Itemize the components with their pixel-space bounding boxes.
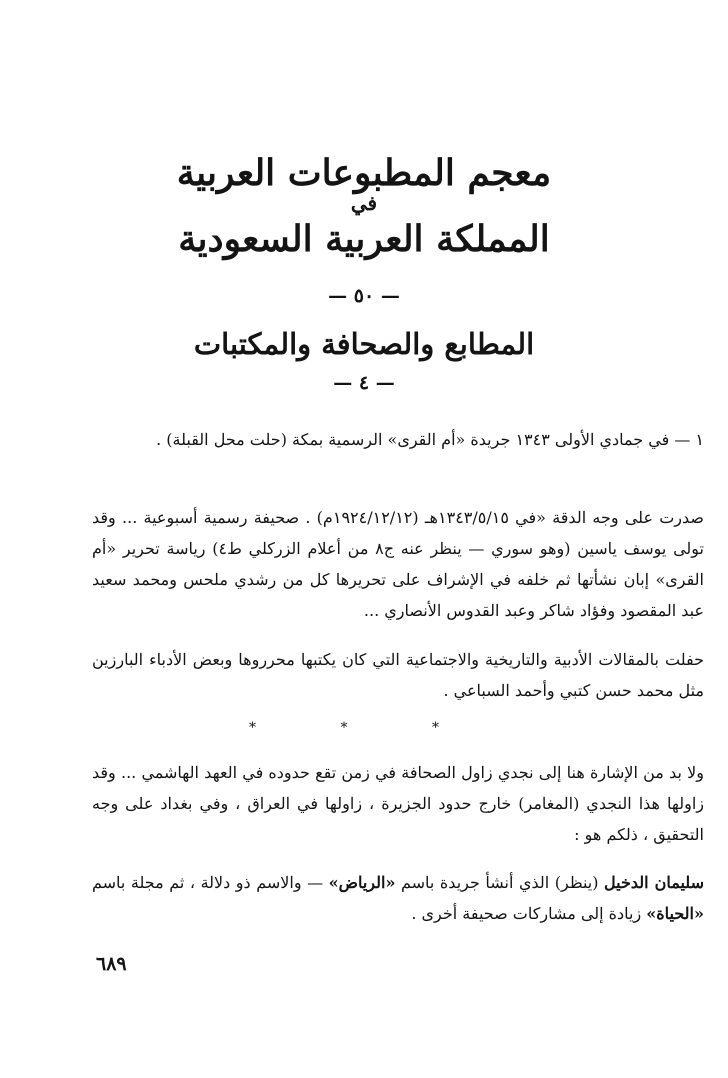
paragraph-5-text-a: (ينظر) الذي أنشأ جريدة باسم bbox=[395, 873, 605, 892]
paragraph-5-text-c: زيادة إلى مشاركات صحيفة أخرى . bbox=[411, 904, 647, 923]
newspaper-name-riyadh: «الرياض» bbox=[328, 873, 396, 892]
person-name: سليمان الدخيل bbox=[604, 873, 705, 892]
paragraph-4: ولا بد من الإشارة هنا إلى نجدي زاول الصحافة في زمن تقع حدوده في العهد الهاشمي ... وقد زاولها هذا النجدي (المغامر) خارج حدود الجزيرة ، زاولها في العراق ، وفي بغداد على وجه التحقيق ، ذلكم هو : bbox=[92, 763, 704, 844]
book-title-line3: المملكة العربية السعودية bbox=[178, 218, 550, 260]
entry-number-marker: — ٥٠ — bbox=[328, 285, 400, 307]
paragraph-2: صدرت على وجه الدقة «في ١٣٤٣/٥/١٥هـ (١٩٢٤/١٢/١٢م) . صحيفة رسمية أسبوعية ... وقد تولى يوسف ياسين (وهو سوري — ينظر عنه ج٨ من أعلام الزركلي ط٤) رياسة تحرير «أم القرى» إبان نشأتها ثم خلفه في الإشراف على تحريرها كل من رشدي ملحس ومحمد سعيد عبد المقصود وفؤاد شاكر وعبد القدوس الأنصاري ... bbox=[92, 508, 705, 620]
magazine-name-hayat: «الحياة» bbox=[646, 904, 704, 923]
paragraph-5 bbox=[92, 867, 704, 929]
page-number: ٦٨٩ bbox=[96, 953, 127, 975]
section-number-marker: — ٤ — bbox=[333, 372, 395, 394]
book-title-line1: معجم المطبوعات العربية bbox=[176, 152, 552, 194]
section-divider-asterisks: * * * bbox=[249, 720, 479, 736]
section-heading: المطابع والصحافة والمكتبات bbox=[193, 327, 535, 361]
paragraph-3: حفلت بالمقالات الأدبية والتاريخية والاجتماعية التي كان يكتبها محرروها وبعض الأدباء البارزين مثل محمد حسن كتبي وأحمد السباعي . bbox=[92, 650, 704, 700]
paragraph-1: ١ — في جمادي الأولى ١٣٤٣ جريدة «أم القرى» الرسمية بمكة (حلت محل القبلة) . bbox=[156, 430, 704, 449]
paragraph-5-text-b: — والاسم ذو دلالة ، ثم مجلة باسم bbox=[92, 873, 329, 892]
book-title-line2: في bbox=[350, 191, 378, 215]
